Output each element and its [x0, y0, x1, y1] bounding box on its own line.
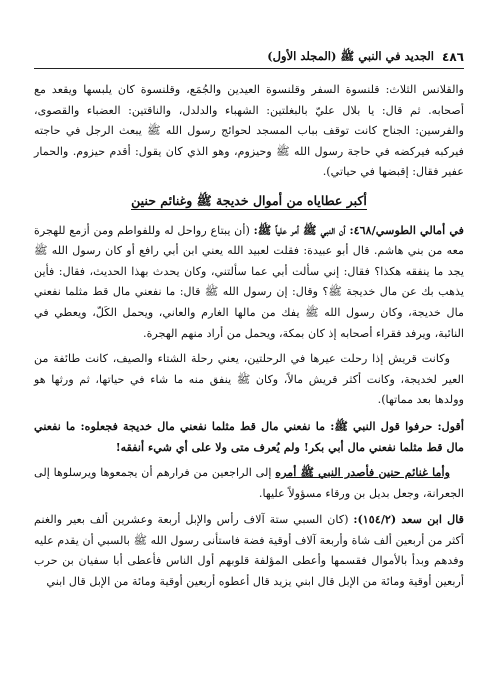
paragraph-5 — [34, 462, 464, 504]
page-number: ٤٨٦ — [442, 50, 464, 64]
paragraph-2-lead: في أمالي الطوسي/٤٦٨: أن النبي ﷺ أمر علياً ﷺ: — [253, 222, 465, 237]
document-body — [34, 80, 464, 598]
paragraph-3: وكانت قريش إذا رحلت عيرها في الرحلتين، يعني رحلة الشتاء والصيف، كانت طائفة من العير لخديجة، وكانت أكثر قريش مالاً، وكان ﷺ ينفق منه ما شاء في حياتها، ثم ورثها هو وولدها بعد مماتها). — [34, 352, 464, 407]
page-header — [34, 46, 464, 69]
paragraph-2-body: (أن يبتاع رواحل له وللفواطم ومن أزمع للهجرة معه من بني هاشم. قال أبو عبيدة: فقلت لعبيد الله يعني ابن أبي رافع أو كان رسول الله ﷺ يجد ما ينفقه هكذا؟ فقال: إني سألت أبي عما سألتني، وكان يحدث بهذا الحديث، فقال: فأين يذهب بك عن مال خديجة ﷺ؟ وقال: إن رسول الله ﷺ قال: ما نفعني مال قط مثلما نفعني مال خديجة، وكان رسول الله ﷺ يفك من مالها الغارم والعاني، ويحمل الكَلّ، ويعطي في النائبة، ويرفد فقراء أصحابه إذ كان بمكة، ويحمل من أراد منهم الهجرة. — [34, 223, 464, 340]
paragraph-4: أقول: حرفوا قول النبي ﷺ: ما نفعني مال قط مثلما نفعني مال خديجة فجعلوه: ما نفعني مال قط مثلما نفعني مال أبي بكر! ولم يُعرف متى ولا على أي شيء أنفقه! — [34, 418, 464, 454]
running-title: الجديد في النبي ﷺ (المجلد الأول) — [267, 48, 435, 63]
paragraph-6-body: (كان السبي ستة آلاف رأس والإبل أربعة وعشرين ألف بعير والغنم أكثر من أربعين ألف شاة وأربعة آلاف أوقية فضة فاستأنى رسول الله ﷺ بالسبي أن يقدم عليه وفدهم وبدأ بالأموال فقسمها وأعطى المؤلفة قلوبهم أول الناس فأعطى أبا سفيان بن حرب أربعين أوقية ومائة من الإبل قال ابني يزيد قال أعطوه أربعين أوقية ومائة من الإبل قال ابني — [34, 513, 464, 589]
section-title-text: أكبر عطاياه من أموال خديجة ﷺ وغنائم حنين — [131, 192, 367, 208]
paragraph-2 — [34, 220, 464, 345]
paragraph-1: والقلانس الثلاث: قلنسوة السفر وقلنسوة العيدين والجُمَع، وقلنسوة كان يلبسها ويقعد مع أصحابه. ثم قال: يا بلال عليّ بالبغلتين: الشهباء والدلدل، والناقتين: العضباء والقصوى، والفرسين: الجناح كانت توقف بباب المسجد لحوائج رسول الله ﷺ يبعث الرجل في حاجته فيركبه فيركضه في حاجة رسول الله ﷺ وحيزوم، وهو الذي كان يقول: أقدم حيزوم. والحمار عفير فقال: إقبضها في حياتي). — [34, 83, 464, 179]
section-title — [34, 191, 464, 212]
paragraph-6 — [34, 509, 464, 592]
paragraph-5-lead: وأما غنائم حنين فأصدر النبي ﷺ أمره — [275, 465, 450, 480]
paragraph-5-body: إلى الراجعين من فرارهم أن يجمعوها ويرسلوها إلى الجعرانة، وجعل بديل بن ورقاء مسؤولاً عليها. — [34, 466, 464, 500]
paragraph-6-lead: قال ابن سعد (١٥٤/٢): — [353, 512, 465, 527]
